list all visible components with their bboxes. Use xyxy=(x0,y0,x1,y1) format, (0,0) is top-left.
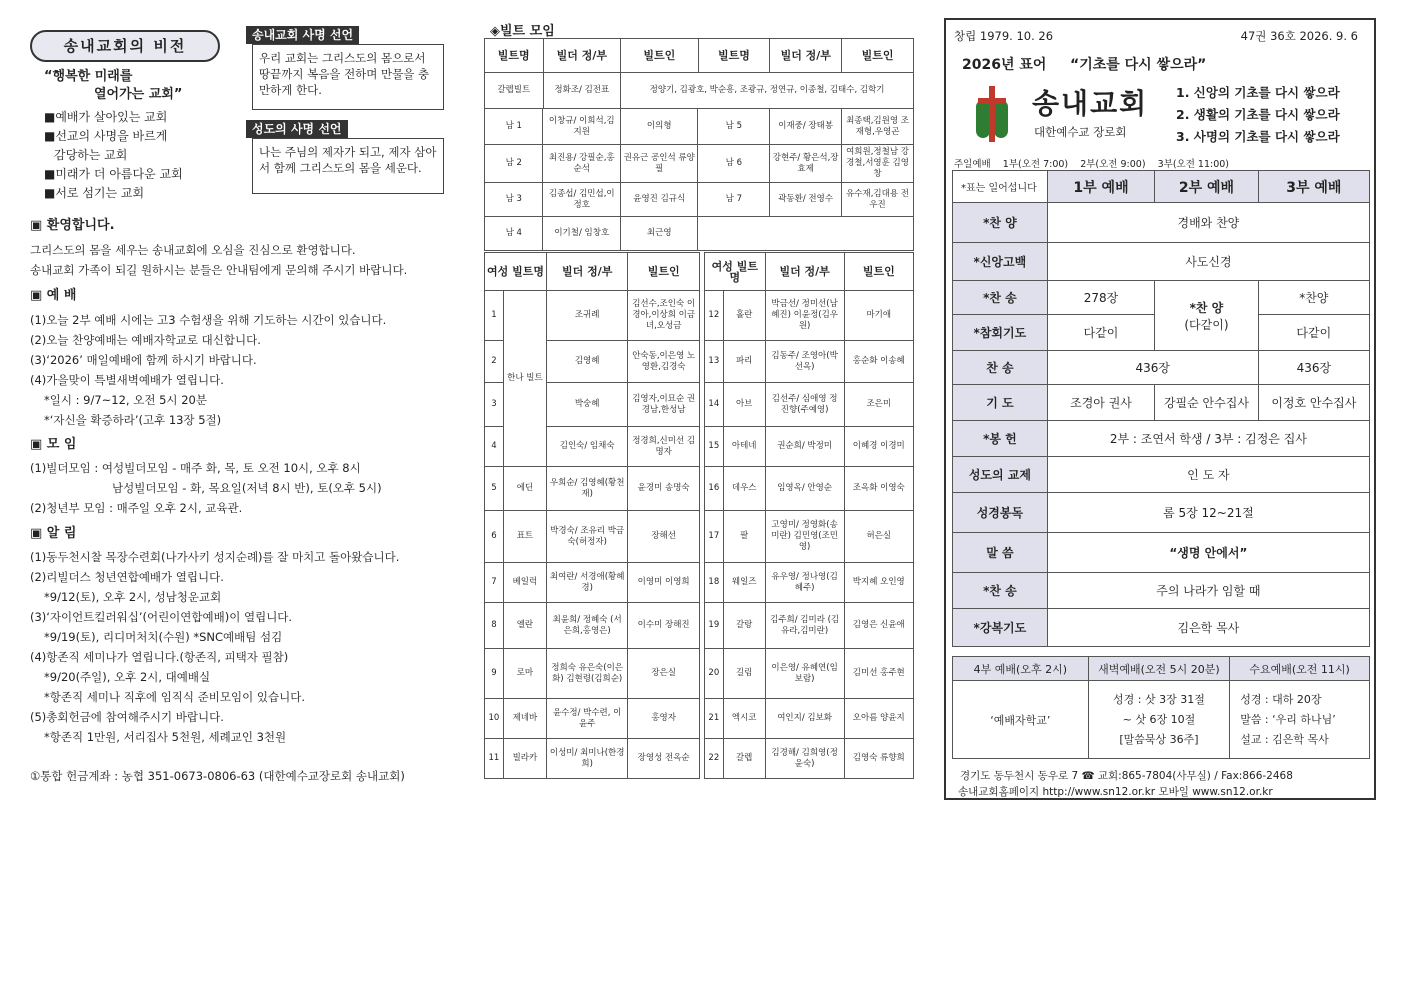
builder: 이은영/ 유혜연(임보람) xyxy=(765,649,844,699)
builder: 김영혜 xyxy=(547,341,628,383)
order-value: 인 도 자 xyxy=(1047,457,1369,493)
order-value: 이정호 안수집사 xyxy=(1258,385,1369,421)
vision-quote-line1: “행복한 미래를 xyxy=(44,69,133,84)
built-in: 오아름 양윤지 xyxy=(844,699,913,739)
welcome-text xyxy=(30,240,407,280)
goal-item: 2. 생활의 기초를 다시 쌓으라 xyxy=(1176,107,1340,122)
order-label: *강복기도 xyxy=(953,609,1048,647)
builder: 유우영/ 정나영(김혜주) xyxy=(765,563,844,603)
order-value: 436장 xyxy=(1047,351,1258,385)
built-in: 김미선 홍주현 xyxy=(844,649,913,699)
build-name: 남 5 xyxy=(698,109,770,145)
builder: 김경해/ 김희영(정윤숙) xyxy=(765,739,844,779)
women-build-table-right xyxy=(704,252,914,779)
order-value: 주의 나라가 임할 때 xyxy=(1047,573,1369,609)
build-title: ◈빌트 모임 xyxy=(490,24,555,39)
order-value: 다같이 xyxy=(1258,315,1369,351)
meeting-heading: ▣ 모 임 xyxy=(30,437,77,452)
service-header: 1부 예배 xyxy=(1047,171,1154,203)
women-row xyxy=(705,511,914,563)
order-value: 강필순 안수집사 xyxy=(1155,385,1258,421)
build-name: 남 2 xyxy=(485,145,543,183)
build-name: 갈랑 xyxy=(723,603,765,649)
order-label: 기 도 xyxy=(953,385,1048,421)
built-in: 최종택,김원영 조재형,우영곤 xyxy=(842,109,914,145)
order-value: 조경아 권사 xyxy=(1047,385,1154,421)
build-name: 표트 xyxy=(503,511,546,563)
builder: 최윤희/ 정혜숙 (서은희,홍영은) xyxy=(547,603,628,649)
meeting-line: (1)빌더모임 : 여성빌더모임 - 매주 화, 목, 토 오전 10시, 오후 8시 xyxy=(30,461,361,475)
vision-item: 감당하는 교회 xyxy=(54,148,128,162)
vision-quote-line2: 열어가는 교회” xyxy=(94,87,183,102)
built-in: 김선수,조인숙 이경아,이상희 이금녀,오성금 xyxy=(628,291,700,341)
built-in: 장영성 전옥순 xyxy=(628,739,700,779)
women-header-row xyxy=(705,253,914,291)
saints-mission-title: 성도의 사명 선언 xyxy=(246,120,348,138)
build-name: 남 6 xyxy=(698,145,770,183)
built-in: 마기애 xyxy=(844,291,913,341)
meeting-line: (2)청년부 모임 : 매주일 오후 2시, 교육관. xyxy=(30,501,243,515)
vision-item: ■서로 섬기는 교회 xyxy=(44,186,145,200)
built-in: 김영숙 류향희 xyxy=(844,739,913,779)
vision-item: ■선교의 사명을 바르게 xyxy=(44,129,168,143)
col-header: 여성 빌트명 xyxy=(485,253,547,291)
col-header: 빌트명 xyxy=(698,39,770,73)
women-row xyxy=(485,739,700,779)
row-number: 9 xyxy=(485,649,504,699)
built-in: 김영자,이묘순 권경남,한성남 xyxy=(628,383,700,427)
build-name: 팔 xyxy=(723,511,765,563)
order-value: 김은학 목사 xyxy=(1047,609,1369,647)
women-build-table-left xyxy=(484,252,700,779)
vision-quote xyxy=(44,68,182,104)
notice-line: (2)리빌더스 청년연합예배가 열립니다. xyxy=(30,570,224,584)
church-name: 송내교회 xyxy=(1032,87,1149,120)
builder: 박숭혜 xyxy=(547,383,628,427)
notice-line: (5)총회헌금에 참여해주시기 바랍니다. xyxy=(30,710,224,724)
build-name: 에딘 xyxy=(503,467,546,511)
men-row xyxy=(485,217,914,251)
motto: “기초를 다시 쌓으라” xyxy=(1070,57,1207,73)
order-value: 사도신경 xyxy=(1047,243,1369,281)
church-logo-icon xyxy=(972,82,1012,144)
builder: 김인숙/ 임채숙 xyxy=(547,427,628,467)
other-service-header: 새벽예배(오전 5시 20분) xyxy=(1088,657,1230,681)
builder: 이성미/ 최미나(한경희) xyxy=(547,739,628,779)
order-value-merged xyxy=(1155,281,1258,351)
builder: 고영미/ 정영화(송미란) 김민영(조민영) xyxy=(765,511,844,563)
order-label: 성도의 교제 xyxy=(953,457,1048,493)
row-number: 17 xyxy=(705,511,724,563)
wednesday-service xyxy=(1230,681,1370,759)
dawn-service xyxy=(1088,681,1230,759)
notice-heading: ▣ 알 림 xyxy=(30,526,77,541)
church-address: 경기도 동두천시 동우로 7 ☎ 교회:865-7804(사무실) / Fax:866-2468 xyxy=(960,770,1293,782)
built-in: 유수재,김대용 전우진 xyxy=(842,183,914,217)
worship-line: (2)오늘 찬양예배는 예배자학교로 대신합니다. xyxy=(30,333,261,347)
row-number: 13 xyxy=(705,341,724,383)
welcome-line: 송내교회 가족이 되길 원하시는 분들은 안내팀에게 문의해 주시기 바랍니다. xyxy=(30,263,408,277)
meeting-text xyxy=(30,458,382,518)
order-value: 278장 xyxy=(1047,281,1154,315)
dawn-line: ~ 삿 6장 10절 xyxy=(1122,712,1196,726)
row-number: 21 xyxy=(705,699,724,739)
mid-praise: *찬 양 xyxy=(1189,300,1224,315)
builder: 김주희/ 김미라 (김유라,김미란) xyxy=(765,603,844,649)
built-in: 허은실 xyxy=(844,511,913,563)
order-value: 경배와 찬양 xyxy=(1047,203,1369,243)
vision-list xyxy=(44,108,183,203)
order-label: 성경봉독 xyxy=(953,493,1048,533)
stand-note: *표는 일어섭니다 xyxy=(953,171,1048,203)
row-number: 2 xyxy=(485,341,504,383)
built-in: 홍영자 xyxy=(628,699,700,739)
notice-text xyxy=(30,547,399,747)
row-number: 4 xyxy=(485,427,504,467)
notice-line: *9/12(토), 오후 2시, 성남청운교회 xyxy=(44,590,222,604)
order-label: *신앙고백 xyxy=(953,243,1048,281)
women-row xyxy=(705,739,914,779)
built-in: 이혜경 이경미 xyxy=(844,427,913,467)
mid-praise-sub: (다같이) xyxy=(1184,317,1229,332)
women-row xyxy=(705,603,914,649)
table-cell: 정화조/ 김전표 xyxy=(543,73,621,109)
built-in: 조옥화 이영숙 xyxy=(844,467,913,511)
worship-line: (1)오늘 2부 예배 시에는 고3 수험생을 위해 기도하는 시간이 있습니다. xyxy=(30,313,387,327)
women-row xyxy=(705,383,914,427)
fourth-service: ‘예배자학교’ xyxy=(953,681,1089,759)
built-in: 홍순화 이송혜 xyxy=(844,341,913,383)
women-row xyxy=(485,467,700,511)
builder: 조귀례 xyxy=(547,291,628,341)
other-service-header: 수요예배(오전 11시) xyxy=(1230,657,1370,681)
women-row xyxy=(485,649,700,699)
col-header: 빌트인 xyxy=(844,253,913,291)
women-row xyxy=(705,427,914,467)
table-cell: 갈렙빌트 xyxy=(485,73,544,109)
build-name: 갈렙 xyxy=(723,739,765,779)
builder: 이기철/ 임창호 xyxy=(543,217,621,251)
order-value: 다같이 xyxy=(1047,315,1154,351)
women-row xyxy=(705,649,914,699)
build-name: 엘란 xyxy=(503,603,546,649)
notice-line: (1)동두천시찰 목장수련회(나가사키 성지순례)를 잘 마치고 돌아왔습니다. xyxy=(30,550,400,564)
build-name: 빌라카 xyxy=(503,739,546,779)
built-in: 안숙동,이은영 노영환,김경숙 xyxy=(628,341,700,383)
women-row xyxy=(485,563,700,603)
other-services-table xyxy=(952,656,1370,759)
founded-date: 창립 1979. 10. 26 xyxy=(954,29,1054,43)
row-number: 19 xyxy=(705,603,724,649)
women-row xyxy=(705,291,914,341)
worship-order-table xyxy=(952,170,1370,647)
women-row xyxy=(705,341,914,383)
worship-text xyxy=(30,310,386,430)
men-build-rows xyxy=(484,108,914,251)
builder: 곽동환/ 전영수 xyxy=(770,183,842,217)
build-name: 아브 xyxy=(723,383,765,427)
col-header: 여성 빌트명 xyxy=(705,253,766,291)
builder: 최진용/ 강필순,홍순석 xyxy=(543,145,621,183)
welcome-heading: ▣ 환영합니다. xyxy=(30,218,115,233)
row-number: 1 xyxy=(485,291,504,341)
build-name: 남 7 xyxy=(698,183,770,217)
women-row xyxy=(485,603,700,649)
builder: 강현주/ 황은석,장효제 xyxy=(770,145,842,183)
built-in: 최근영 xyxy=(621,217,698,251)
church-mission-title: 송내교회 사명 선언 xyxy=(246,26,359,44)
col-header: 빌트인 xyxy=(842,39,914,73)
men-build-table xyxy=(484,38,914,109)
order-value: 2부 : 조연서 학생 / 3부 : 김정은 집사 xyxy=(1047,421,1369,457)
order-value: 436장 xyxy=(1258,351,1369,385)
build-name: 데우스 xyxy=(723,467,765,511)
col-header: 빌트인 xyxy=(628,253,700,291)
service-header: 2부 예배 xyxy=(1155,171,1258,203)
church-homepage[interactable]: 송내교회홈페이지 http://www.sn12.or.kr 모바일 www.sn12.or.kr xyxy=(958,786,1273,798)
men-row xyxy=(485,145,914,183)
order-label: *찬 송 xyxy=(953,573,1048,609)
row-number: 11 xyxy=(485,739,504,779)
row-number: 3 xyxy=(485,383,504,427)
build-name: 길림 xyxy=(723,649,765,699)
row-number: 7 xyxy=(485,563,504,603)
men-row xyxy=(485,109,914,145)
built-in: 윤경미 송명숙 xyxy=(628,467,700,511)
order-label: *봉 헌 xyxy=(953,421,1048,457)
build-name: 베일럭 xyxy=(503,563,546,603)
order-value: 롬 5장 12~21절 xyxy=(1047,493,1369,533)
built-in: 이의형 xyxy=(621,109,698,145)
builder: 윤수정/ 박수련, 이윤주 xyxy=(547,699,628,739)
table-cell: 정양기, 김광호, 박순흥, 조광규, 정연규, 이종철, 김태수, 김학기 xyxy=(621,73,914,109)
men-row xyxy=(485,183,914,217)
build-name: 남 3 xyxy=(485,183,543,217)
worship-line: *‘자신을 확증하라’(고후 13장 5절) xyxy=(44,413,222,427)
built-in: 이영미 이영희 xyxy=(628,563,700,603)
built-in: 장은실 xyxy=(628,649,700,699)
vision-title: 송내교회의 비전 xyxy=(30,30,220,62)
row-number: 6 xyxy=(485,511,504,563)
built-in: 김영은 신윤애 xyxy=(844,603,913,649)
women-row xyxy=(485,699,700,739)
women-row xyxy=(485,291,700,341)
offering-account: ①통합 헌금계좌 : 농협 351-0673-0806-63 (대한예수교장로회 송내교회) xyxy=(30,769,405,783)
built-in: 장해선 xyxy=(628,511,700,563)
issue-number: 47권 36호 2026. 9. 6 xyxy=(1240,29,1358,43)
goal-item: 1. 신앙의 기초를 다시 쌓으라 xyxy=(1176,85,1340,100)
women-row xyxy=(485,511,700,563)
goals-list xyxy=(1176,82,1340,148)
notice-line: *항존직 세미나 직후에 임직식 준비모임이 있습니다. xyxy=(44,690,305,704)
order-label: *참회기도 xyxy=(953,315,1048,351)
builder: 권순희/ 박정미 xyxy=(765,427,844,467)
col-header: 빌더 정/부 xyxy=(547,253,628,291)
row-number: 5 xyxy=(485,467,504,511)
build-name: 남 4 xyxy=(485,217,543,251)
order-label: 찬 송 xyxy=(953,351,1048,385)
builder: 이창규/ 이희석,김지원 xyxy=(543,109,621,145)
order-value: *찬양 xyxy=(1258,281,1369,315)
order-label: *찬 양 xyxy=(953,203,1048,243)
built-in: 이수미 장해진 xyxy=(628,603,700,649)
col-header: 빌트인 xyxy=(621,39,698,73)
builder: 우희순/ 김영혜(황천재) xyxy=(547,467,628,511)
builder: 박경숙/ 조유리 박금숙(허정자) xyxy=(547,511,628,563)
col-header: 빌더 정/부 xyxy=(770,39,842,73)
service-times: 주일예배 1부(오전 7:00) 2부(오전 9:00) 3부(오전 11:00) xyxy=(954,159,1230,170)
notice-line: *9/20(주일), 오후 2시, 대예배실 xyxy=(44,670,211,684)
row-number: 22 xyxy=(705,739,724,779)
col-header: 빌트명 xyxy=(485,39,544,73)
col-header: 빌더 정/부 xyxy=(765,253,844,291)
motto-year: 2026년 표어 xyxy=(962,57,1047,73)
welcome-line: 그리스도의 몸을 세우는 송내교회에 오심을 진심으로 환영합니다. xyxy=(30,243,356,257)
vision-item: ■예배가 살아있는 교회 xyxy=(44,110,168,124)
row-number: 12 xyxy=(705,291,724,341)
wed-line: 말씀 : ‘우리 하나님’ xyxy=(1240,712,1336,726)
builder: 최여란/ 서경애(황혜경) xyxy=(547,563,628,603)
notice-line: *9/19(토), 리디머처치(수원) *SNC예배팀 섬김 xyxy=(44,630,283,644)
dawn-line: 성경 : 삿 3장 31절 xyxy=(1113,692,1205,706)
service-header: 3부 예배 xyxy=(1258,171,1369,203)
empty-cell xyxy=(698,217,914,251)
build-name: 엑시코 xyxy=(723,699,765,739)
build-name: 웨일즈 xyxy=(723,563,765,603)
worship-heading: ▣ 예 배 xyxy=(30,288,77,303)
row-number: 18 xyxy=(705,563,724,603)
meeting-line: 남성빌더모임 - 화, 목요일(저녁 8시 반), 토(오후 5시) xyxy=(112,481,382,495)
order-label: 말 씀 xyxy=(953,533,1048,573)
notice-line: *항존직 1만원, 서리집사 5천원, 세례교인 3천원 xyxy=(44,730,287,744)
built-in: 조은미 xyxy=(844,383,913,427)
row-number: 14 xyxy=(705,383,724,427)
row-number: 20 xyxy=(705,649,724,699)
order-value: “생명 안에서” xyxy=(1047,533,1369,573)
bulletin-panel xyxy=(944,18,1376,800)
row-number: 16 xyxy=(705,467,724,511)
builder: 김선주/ 심애영 정진향(주예영) xyxy=(765,383,844,427)
build-name: 제네바 xyxy=(503,699,546,739)
denomination: 대한예수교 장로회 xyxy=(1034,125,1127,139)
builder: 정희숙 유은숙(이은화) 김현령(김희순) xyxy=(547,649,628,699)
build-name: 파리 xyxy=(723,341,765,383)
build-name: 아테네 xyxy=(723,427,765,467)
builder: 여인지/ 김보화 xyxy=(765,699,844,739)
church-mission-text: 우리 교회는 그리스도의 몸으로서 땅끝까지 복음을 전하며 만물을 충만하게 한다. xyxy=(252,44,444,110)
builder: 김동주/ 조영아(박선옥) xyxy=(765,341,844,383)
women-row xyxy=(705,467,914,511)
col-header: 빌더 정/부 xyxy=(543,39,621,73)
dawn-line: [말씀묵상 36주] xyxy=(1119,732,1199,746)
other-service-header: 4부 예배(오후 2시) xyxy=(953,657,1089,681)
build-name: 홀란 xyxy=(723,291,765,341)
builder: 이재중/ 장태봉 xyxy=(770,109,842,145)
built-in: 정경희,신미선 김명자 xyxy=(628,427,700,467)
build-name: 한나 빌트 xyxy=(503,291,546,467)
build-name: 남 1 xyxy=(485,109,543,145)
row-number: 10 xyxy=(485,699,504,739)
worship-line: (3)‘2026’ 매일예배에 함께 하시기 바랍니다. xyxy=(30,353,257,367)
saints-mission-text: 나는 주님의 제자가 되고, 제자 삼아서 함께 그리스도의 몸을 세운다. xyxy=(252,138,444,194)
row-number: 8 xyxy=(485,603,504,649)
built-in: 박지혜 오인영 xyxy=(844,563,913,603)
built-in: 권유근 공인석 류양필 xyxy=(621,145,698,183)
order-label: *찬 송 xyxy=(953,281,1048,315)
row-number: 15 xyxy=(705,427,724,467)
build-name: 로마 xyxy=(503,649,546,699)
women-row xyxy=(705,563,914,603)
builder: 임영옥/ 안영순 xyxy=(765,467,844,511)
vision-item: ■미래가 더 아름다운 교회 xyxy=(44,167,183,181)
built-in: 여희원,정철남 강경철,서영훈 김영창 xyxy=(842,145,914,183)
builder: 김종섭/ 김민섭,이정호 xyxy=(543,183,621,217)
worship-line: *일시 : 9/7~12, 오전 5시 20분 xyxy=(44,393,207,407)
women-header-row xyxy=(485,253,700,291)
wed-line: 설교 : 김은학 목사 xyxy=(1240,732,1329,746)
wed-line: 성경 : 대하 20장 xyxy=(1240,692,1322,706)
women-row xyxy=(705,699,914,739)
notice-line: (3)‘자이언트킬러워십’(어린이연합예배)이 열립니다. xyxy=(30,610,293,624)
built-in: 윤영진 김규식 xyxy=(621,183,698,217)
notice-line: (4)항존직 세미나가 열립니다.(항존직, 피택자 필참) xyxy=(30,650,289,664)
builder: 박금선/ 정미선(남혜진) 이윤정(김우원) xyxy=(765,291,844,341)
goal-item: 3. 사명의 기초를 다시 쌓으라 xyxy=(1176,129,1340,144)
worship-line: (4)가을맞이 특별새벽예배가 열립니다. xyxy=(30,373,224,387)
